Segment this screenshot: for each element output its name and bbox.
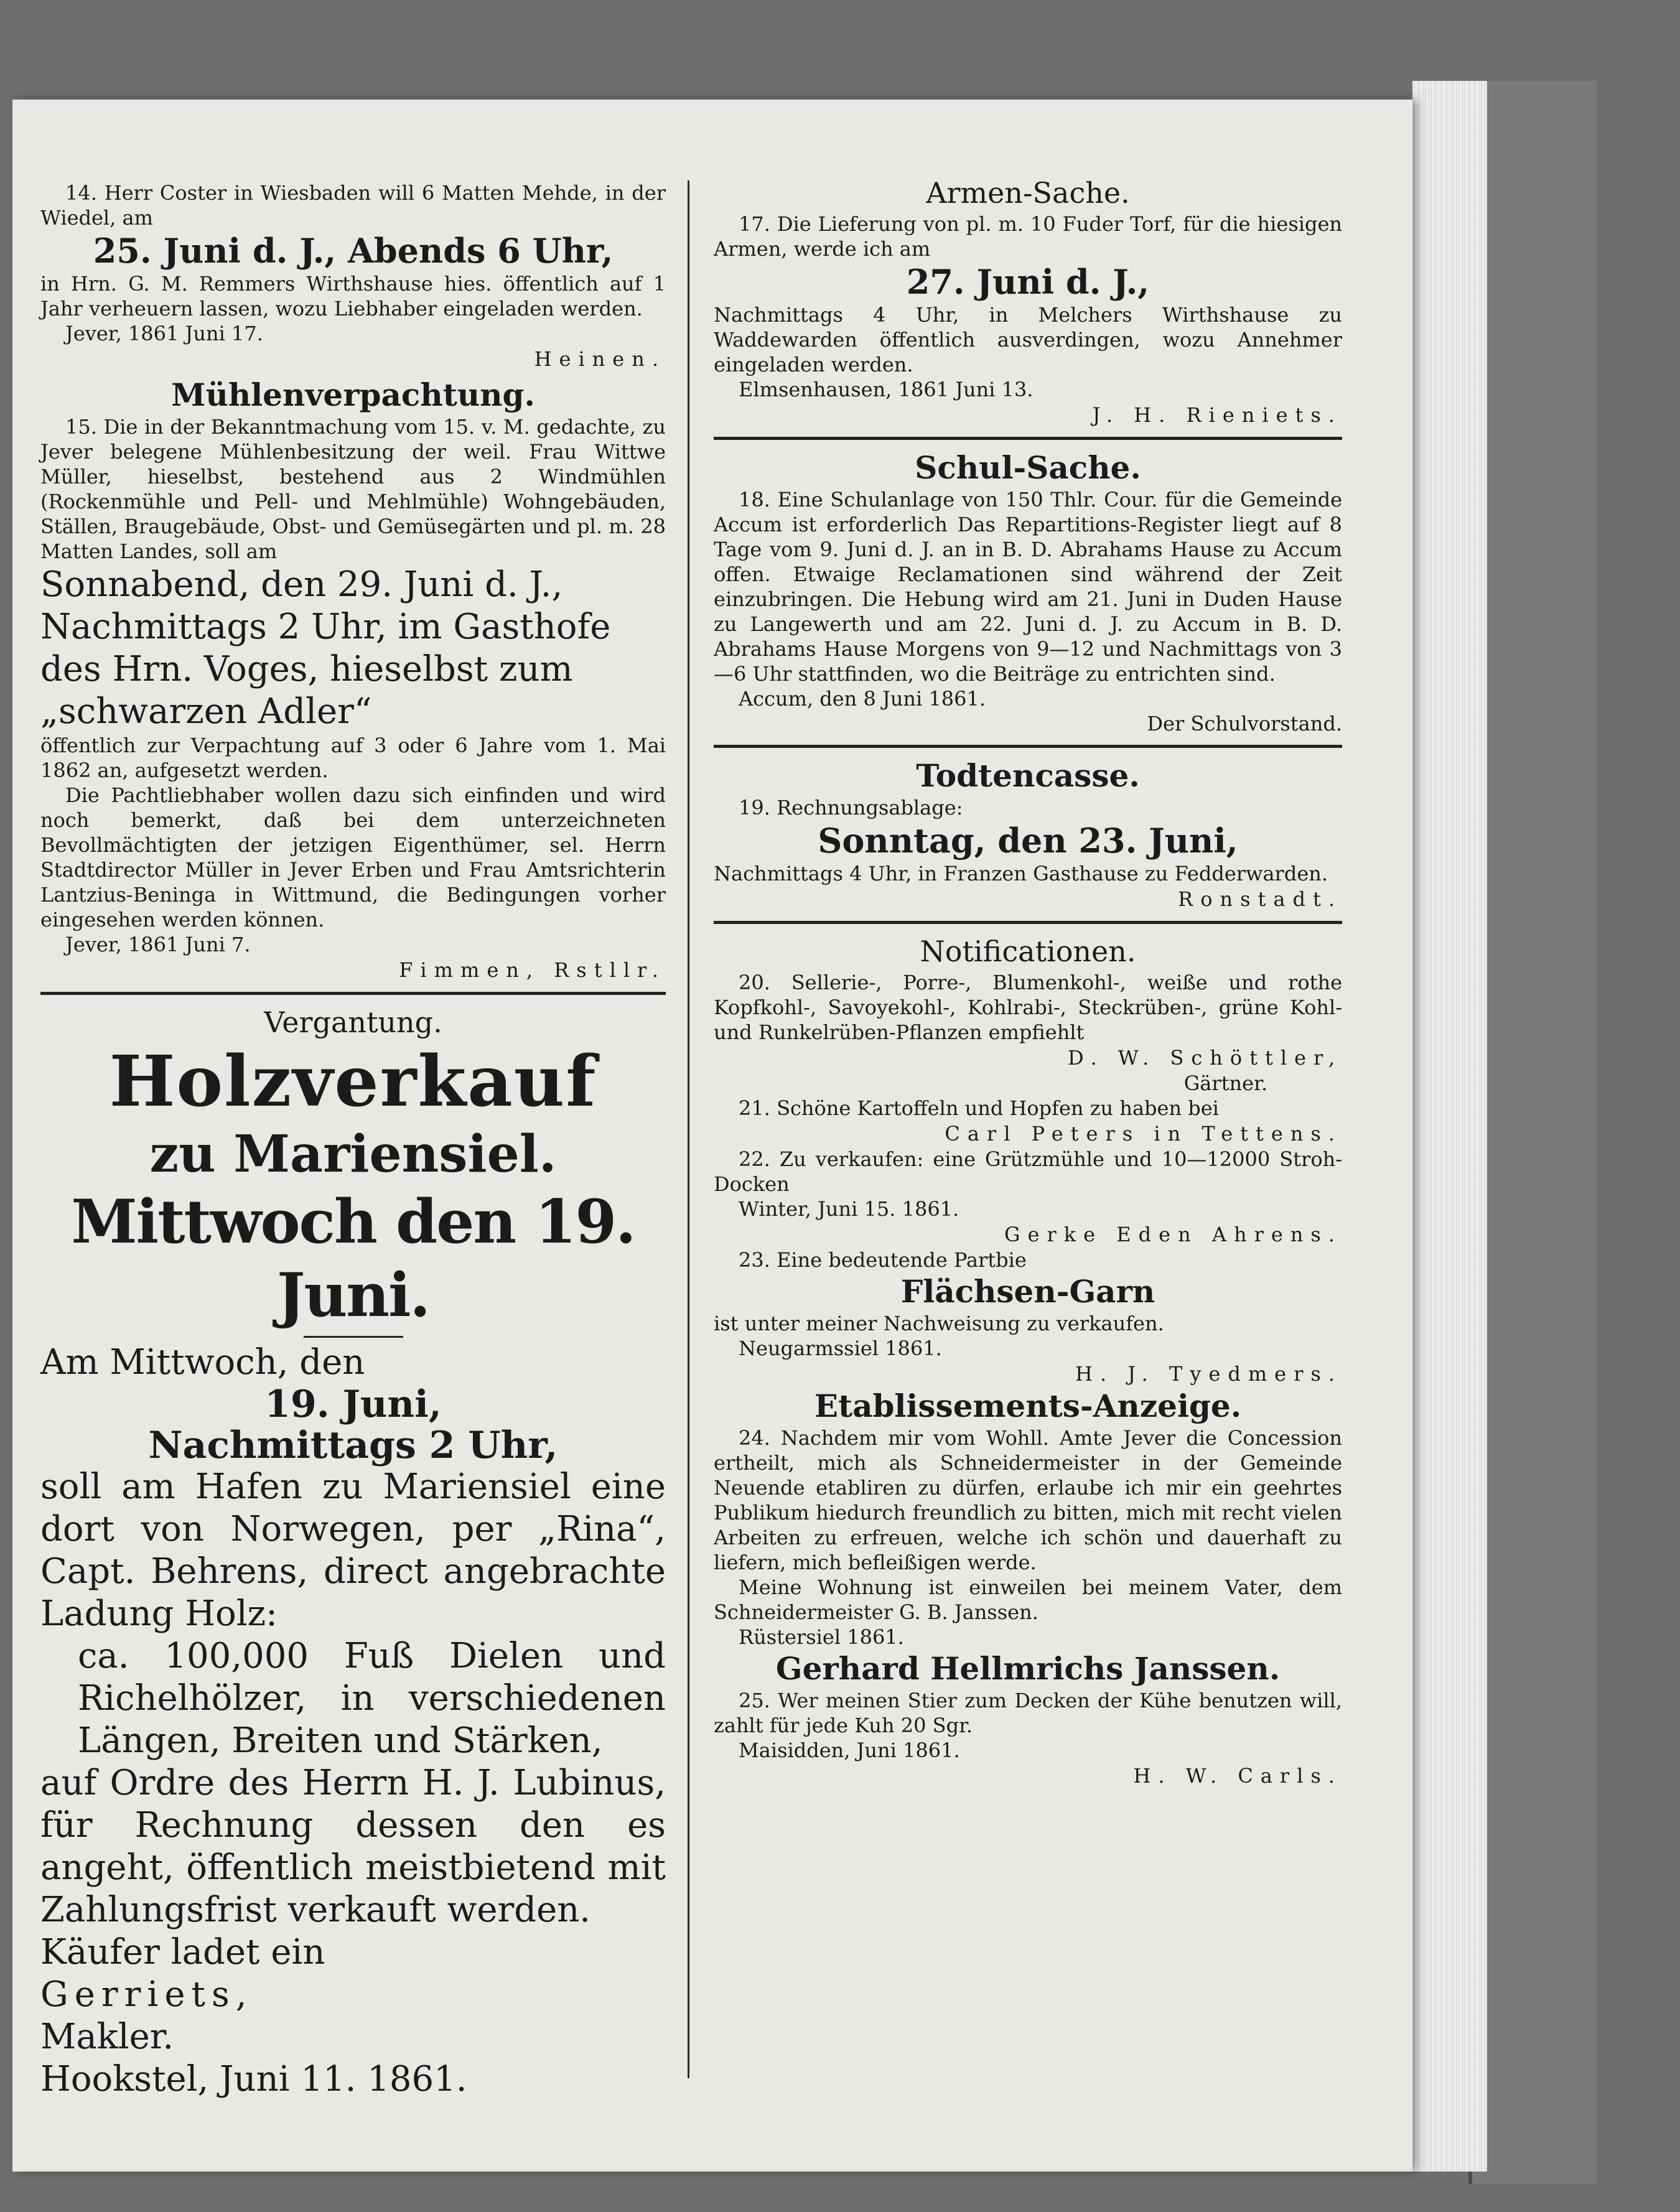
vergantung-body-1: soll am Hafen zu Mariensiel eine dort von Norwegen, per „Rina“, Capt. Behrens, direct angebrachte Ladung Holz: <box>40 1467 666 1634</box>
notif-23-title: Flächsen-Garn <box>900 1273 1155 1310</box>
page-edges <box>1412 81 1487 2172</box>
armen-heading: Armen-Sache. <box>926 176 1130 210</box>
etab-address: Meine Wohnung ist einweilen bei meinem Vater, dem Schneidermeister G. B. Janssen. <box>714 1575 1342 1624</box>
vergantung-date-banner: Mittwoch den 19. Juni. <box>71 1187 635 1330</box>
etab-place-date: Rüstersiel 1861. <box>739 1625 904 1649</box>
vergantung-line-1: Am Mittwoch, den <box>40 1342 365 1383</box>
notice-14-date: 25. Juni d. J., Abends 6 Uhr, <box>93 231 614 271</box>
vergantung-body-4: Käufer ladet ein <box>40 1932 325 1972</box>
notif-22-signature: Gerke Eden Ahrens. <box>1004 1223 1342 1246</box>
notice-15-place-date: Jever, 1861 Juni 7. <box>65 933 251 956</box>
schul-heading: Schul-Sache. <box>915 449 1141 486</box>
todten-heading: Todtencasse. <box>916 757 1140 794</box>
section-rule <box>714 745 1342 748</box>
right-column <box>714 174 1342 1789</box>
notice-15-date-a: Sonnabend, den 29. Juni d. J., <box>40 564 563 605</box>
notice-25-signature: H. W. Carls. <box>1133 1764 1342 1788</box>
etab-signature: Gerhard Hellmrichs Janssen. <box>775 1650 1281 1687</box>
notif-23-text: ist unter meiner Nachweisung zu verkaufen. <box>714 1312 1164 1335</box>
vergantung-role: Makler. <box>40 2017 174 2057</box>
notice-14-body: in Hrn. G. M. Remmers Wirthshause hies. öffentlich auf 1 Jahr verheuern lassen, wozu Liebhaber eingeladen werden. <box>40 272 666 320</box>
notice-14-signature: Heinen. <box>534 347 666 371</box>
todten-body: Nachmittags 4 Uhr, in Franzen Gasthause zu Fedderwarden. <box>714 862 1328 885</box>
notice-15-date-b: Nachmittags 2 Uhr, im Gasthofe <box>40 607 611 647</box>
armen-body: Nachmittags 4 Uhr, in Melchers Wirthshause zu Waddewarden öffentlich ausverdingen, wozu Annehmer eingeladen werden. <box>714 303 1342 376</box>
armen-signature: J. H. Rieniets. <box>1092 403 1342 427</box>
etab-heading: Etablissements-Anzeige. <box>814 1388 1242 1424</box>
notif-21-signature: Carl Peters in Tettens. <box>945 1122 1342 1146</box>
notice-25-place-date: Maisidden, Juni 1861. <box>739 1738 960 1762</box>
notice-14-place-date: Jever, 1861 Juni 17. <box>65 322 263 345</box>
section-rule <box>714 921 1342 924</box>
notif-23-date: Neugarmssiel 1861. <box>739 1337 942 1360</box>
notif-22: 22. Zu verkaufen: eine Grützmühle und 10—12000 Stroh-Docken <box>714 1147 1342 1196</box>
column-divider <box>688 180 689 2078</box>
vergantung-title: Holzverkauf <box>109 1041 597 1122</box>
vergantung-line-2: 19. Juni, <box>264 1383 442 1426</box>
notif-heading: Notificationen. <box>920 935 1136 968</box>
schul-place-date: Accum, den 8 Juni 1861. <box>739 687 986 711</box>
short-rule <box>304 1336 403 1338</box>
book-cover <box>1468 81 1597 2184</box>
todten-date: Sonntag, den 23. Juni, <box>818 821 1238 861</box>
notice-15-text: 15. Die in der Bekanntmachung vom 15. v. M. gedachte, zu Jever belegene Mühlenbesitzung der weil. Frau Wittwe Müller, hieselbst, bestehend aus 2 Windmühlen (Rockenmühle und Pell- und Mehlmühle) Wohngebäuden, Ställen, Braugebäude, Obst- und Gemüsegärten und pl. m. 28 Matten Landes, soll am <box>40 415 666 563</box>
notice-15-date-c: des Hrn. Voges, hieselbst zum <box>40 649 573 689</box>
left-column <box>40 180 666 2101</box>
vergantung-signature: Gerriets, <box>40 1974 253 2015</box>
todten-text: 19. Rechnungsablage: <box>739 796 963 819</box>
notif-21: 21. Schöne Kartoffeln und Hopfen zu haben bei <box>739 1096 1219 1120</box>
notice-15-heading: Mühlenverpachtung. <box>171 376 535 413</box>
armen-place-date: Elmsenhausen, 1861 Juni 13. <box>739 378 1034 401</box>
section-rule <box>714 437 1342 440</box>
notif-23-signature: H. J. Tyedmers. <box>1075 1362 1342 1386</box>
etab-text: 24. Nachdem mir vom Wohll. Amte Jever die Concession ertheilt, mich als Schneidermeister in der Gemeinde Neuende etabliren zu dürfen, erlaube ich mir ein geehrtes Publikum hiedurch freundlich zu bitten, mich mit recht vielen Arbeiten zu erfreuen, welche ich schön und dauerhaft zu liefern, mich befleißigen werde. <box>714 1426 1342 1574</box>
vergantung-line-3: Nachmittags 2 Uhr, <box>148 1424 558 1467</box>
notif-20-role: Gärtner. <box>1183 1071 1267 1095</box>
schul-signature: Der Schulvorstand. <box>1147 712 1342 735</box>
notice-14-text: 14. Herr Coster in Wiesbaden will 6 Matten Mehde, in der Wiedel, am <box>40 181 666 230</box>
vergantung-label: Vergantung. <box>264 1006 442 1039</box>
vergantung-body-3: auf Ordre des Herrn H. J. Lubinus, für Rechnung dessen den es angeht, öffentlich meistbietend mit Zahlungsfrist verkauft werden. <box>40 1763 666 1930</box>
notif-20: 20. Sellerie-, Porre-, Blumenkohl-, weiße und rothe Kopfkohl-, Savoyekohl-, Kohlrabi-, Steckrüben-, grüne Kohl- und Runkelrüben-Pflanzen empfiehlt <box>714 971 1342 1044</box>
notif-22-date: Winter, Juni 15. 1861. <box>739 1197 959 1221</box>
notice-15-signature: Fimmen, Rstllr. <box>399 958 666 982</box>
todten-signature: Ronstadt. <box>1178 887 1342 911</box>
armen-date: 27. Juni d. J., <box>906 262 1150 302</box>
notice-25-text: 25. Wer meinen Stier zum Decken der Kühe benutzen will, zahlt für jede Kuh 20 Sgr. <box>714 1689 1342 1737</box>
newspaper-page <box>12 100 1412 2172</box>
section-rule <box>40 992 666 995</box>
vergantung-subtitle: zu Mariensiel. <box>149 1124 557 1184</box>
armen-text: 17. Die Lieferung von pl. m. 10 Fuder Torf, für die hiesigen Armen, werde ich am <box>714 212 1342 261</box>
notice-15-conditions: Die Pachtliebhaber wollen dazu sich einfinden und wird noch bemerkt, daß bei dem unterzeichneten Bevollmächtigten der jetzigen Eigenthümer, sel. Herrn Stadtdirector Müller in Jever Erben und Frau Amtsrichterin Lantzius-Beninga in Wittmund, die Bedingungen vorher eingesehen werden können. <box>40 783 666 931</box>
notice-15-body: öffentlich zur Verpachtung auf 3 oder 6 Jahre vom 1. Mai 1862 an, aufgesetzt werden. <box>40 734 666 782</box>
notif-20-signature: D. W. Schöttler, <box>1067 1046 1342 1070</box>
vergantung-place-date: Hookstel, Juni 11. 1861. <box>40 2059 467 2099</box>
schul-text: 18. Eine Schulanlage von 150 Thlr. Cour. für die Gemeinde Accum ist erforderlich Das Repartitions-Register liegt auf 8 Tage vom 9. Juni d. J. an in B. D. Abrahams Hause zu Accum offen. Etwaige Reclamationen sind während der Zeit einzubringen. Die Hebung wird am 21. Juni in Duden Hause zu Langewerth und am 22. Juni d. J. zu Accum in B. D. Abrahams Hause Morgens von 9—12 und Nachmittags von 3—6 Uhr stattfinden, wo die Beiträge zu entrichten sind. <box>714 488 1342 686</box>
notif-23: 23. Eine bedeutende Partbie <box>739 1248 1027 1272</box>
notice-15-date-d: „schwarzen Adler“ <box>40 691 372 732</box>
vergantung-body-2: ca. 100,000 Fuß Dielen und Richelhölzer, in verschiedenen Längen, Breiten und Stärken, <box>78 1636 666 1761</box>
